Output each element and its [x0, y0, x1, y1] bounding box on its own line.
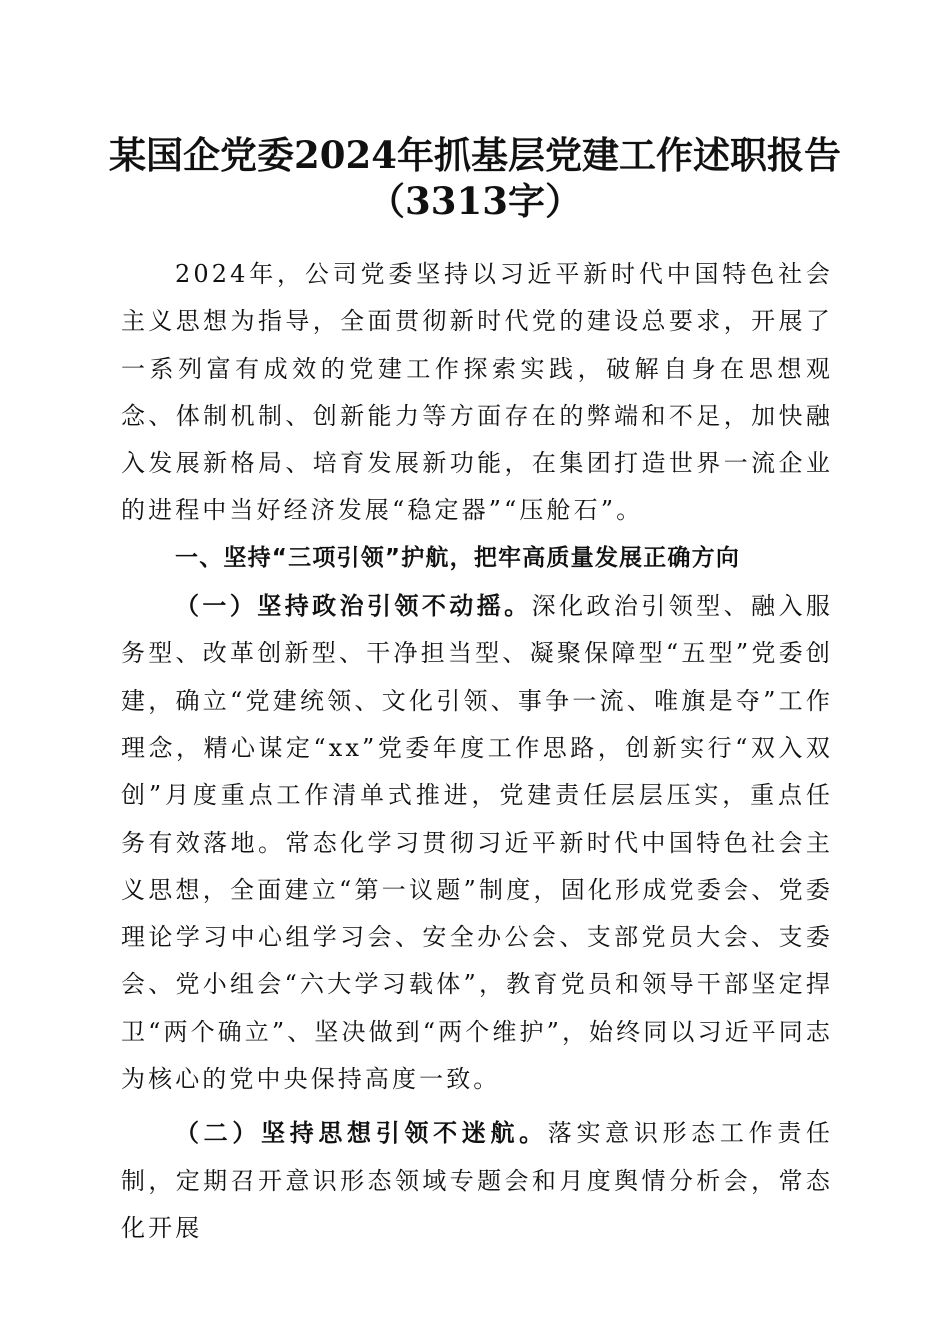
section-heading-1: 一、坚持“三项引领”护航，把牢高质量发展正确方向	[175, 544, 741, 571]
title-line-1: 某国企党委2024年抓基层党建工作述职报告	[109, 133, 841, 177]
document-title	[0, 132, 950, 224]
subsection-1-paragraph	[121, 582, 833, 1103]
title-line-2: （3313字）	[368, 179, 582, 223]
subsection-1-lead: （一）坚持政治引领不动摇。	[175, 591, 532, 621]
subsection-1-text: 深化政治引领型、融入服务型、改革创新型、干净担当型、凝聚保障型“五型”党委创建，确立“党建统领、文化引领、事争一流、唯旗是夺”工作理念，精心谋定“xx”党委年度工作思路，创新实行“双入双创”月度重点工作清单式推进，党建责任层层压实，重点任务有效落地。常态化学习贯彻习近平新时代中国特色社会主义思想，全面建立“第一议题”制度，固化形成党委会、党委理论学习中心组学习会、安全办公会、支部党员大会、支委会、党小组会“六大学习载体”，教育党员和领导干部坚定捍卫“两个确立”、坚决做到“两个维护”，始终同以习近平同志为核心的党中央保持高度一致。	[121, 592, 833, 1094]
subsection-2-text: 落实意识形态工作责任制，定期召开意识形态领域专题会和月度舆情分析会，常态化开展	[121, 1119, 833, 1242]
subsection-2-lead: （二）坚持思想引领不迷航。	[175, 1118, 548, 1148]
intro-paragraph: 2024年，公司党委坚持以习近平新时代中国特色社会主义思想为指导，全面贯彻新时代党的建设总要求，开展了一系列富有成效的党建工作探索实践，破解自身在思想观念、体制机制、创新能力等方面存在的弊端和不足，加快融入发展新格局、培育发展新功能，在集团打造世界一流企业的进程中当好经济发展“稳定器”“压舱石”。	[121, 260, 833, 525]
document-body	[121, 251, 833, 1252]
subsection-2-paragraph	[121, 1109, 833, 1252]
